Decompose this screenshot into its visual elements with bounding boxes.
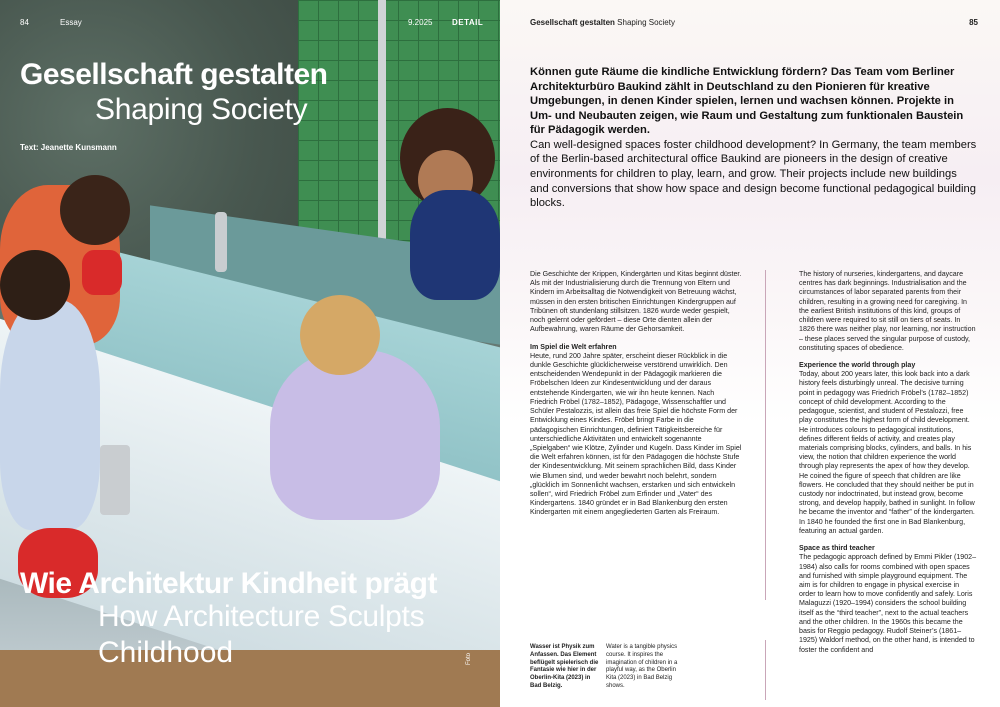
page-title-en: Shaping Society — [95, 93, 308, 126]
byline: Text: Jeanette Kunsmann — [20, 143, 117, 152]
column-divider — [765, 270, 766, 600]
paragraph: The pedagogic approach defined by Emmi Pikler (1902–1984) also calls for rooms combined with open spaces and furnished with simple playground equipment. The aim is for children to engage in physical exercise in order to learn how to move confidently and safely. Loris Malaguzzi (1920–1994) considers the school building itself as the “third teacher”, next to the actual teachers and the other children. In the 1960s this became the basis for Reggio pedagogy. Rudolf Steiner’s (1861–1925) Waldorf method, on the other hand, is intended to foster the confident and — [799, 553, 977, 654]
lead-en: Can well-designed spaces foster childhood development? In Germany, the team members of the Berlin-based architectural office Baukind are pioneers in the design of creative environments for children to play, learn, and grow. Their projects include new buildings and conversions that show how space and design become functional pedagogical building blocks. — [530, 138, 977, 210]
subheading: Experience the world through play — [799, 360, 916, 369]
running-header-de: Gesellschaft gestalten — [530, 18, 615, 27]
article-page — [500, 0, 1000, 707]
running-header — [530, 18, 675, 27]
page-number: 85 — [969, 18, 978, 27]
section-label: Essay — [60, 18, 82, 27]
subtitle-de: Wie Architektur Kindheit prägt — [20, 567, 437, 600]
body-column-de — [530, 270, 742, 518]
issue-label: 9.2025 — [408, 18, 433, 27]
child-head — [0, 250, 70, 320]
photo-credit: Foto — [466, 652, 472, 665]
paragraph: Heute, rund 200 Jahre später, erscheint dieser Rückblick in die dunkle Geschichte glücklicherweise verstörend unwirklich. Den entscheidenden Wendepunkt in der Pädagogik markieren die Fröbelschen Ideen zur Kindesentwicklung und der daraus entstehende Kindergarten, wie wir ihn heute kennen. Nach Friedrich Fröbel (1782–1852), Pädagoge, Wissenschaftler und Schüler Pestalozzis, ist allein das freie Spiel die höchste Form der Entwicklung eines Kindes. Fröbel bringt Farbe in die pädagogischen Einrichtungen, definiert Tätigkeitsbereiche für unterschiedliche Aktivitäten und entwickelt sogenannte „Spielgaben“ wie Klötze, Zylinder und Kugeln. Dass Kinder im Spiel die Welt erfahren können, ist für den Pädagogen die höchste Stufe der Kindesentwicklung. Mit seinem sprachlichen Bild, dass Kinder wie Blumen sind, und weder bewahrt noch belehrt, sondern „glücklich im Sonnenlicht wachsen, erstarken und sich entwickeln sollen“, wird Friedrich Fröbel zum Erfinder und „Vater“ des Kindergartens. 1840 gründet er in Bad Blankenburg den ersten Kindergarten mit einem angegliederten Garten als Freiraum. — [530, 351, 742, 517]
child-blue-shirt — [0, 300, 100, 530]
running-header-en: Shaping Society — [617, 18, 675, 27]
photo-caption-de: Wasser ist Physik zum Anfassen. Das Element beflügelt spielerisch die Fantasie wie hier in der Oberlin-Kita (2023) in Bad Belzig. — [530, 644, 599, 689]
child-head — [300, 295, 380, 375]
subtitle-en-line2: Childhood — [98, 636, 234, 669]
child-head — [60, 175, 130, 245]
page-number: 84 — [20, 18, 29, 27]
page-title-de: Gesellschaft gestalten — [20, 58, 328, 91]
photo-caption-en: Water is a tangible physics course. It inspires the imagination of children in a playful way, as the Oberlin Kita (2023) in Bad Belzig shows. — [606, 644, 678, 689]
column-divider — [765, 640, 766, 700]
faucet — [100, 445, 130, 515]
faucet — [215, 212, 227, 272]
subheading: Im Spiel die Welt erfahren — [530, 342, 617, 351]
body-column-en — [799, 270, 977, 655]
red-watering-can — [82, 250, 122, 295]
child-lilac-sweater — [270, 350, 440, 520]
paragraph: Die Geschichte der Krippen, Kindergärten und Kitas beginnt düster. Als mit der Industrialisierung durch die Trennung von Eltern und Kindern im Arbeitsalltag die Notwendigkeit von Betreuung wächst, müssen in den ersten britischen Einrichtungen Kindergruppen auf Tribünen oft stundenlang stillsitzen. 1826 wurde weder gespielt, noch gelernt oder gefördert – diese Orte dienten allein der Aufbewahrung, waren Räume der Gehorsamkeit. — [530, 270, 742, 334]
child-navy-dress — [410, 190, 500, 300]
brand-logo: DETAIL — [452, 18, 484, 27]
lead-paragraph — [530, 65, 978, 211]
paragraph: The history of nurseries, kindergartens, and daycare centres has dark beginnings. Industrialisation and the circumstances of labor separated parents from their children, resulting in a growing need for caregiving. In the earliest British institutions of this kind, groups of children were required to sit still on tiers of seats. In 1826 there was neither play, nor learning, nor instruction – these places served the singular purpose of custody, constituting spaces of obedience. — [799, 270, 976, 352]
lead-de: Können gute Räume die kindliche Entwicklung fördern? Das Team vom Berliner Architekturbüro Baukind zählt in Deutschland zu den Pionieren für kreative Umgebungen, in denen Kinder spielen, lernen und wachsen können. Projekte in Um- und Neubauten zeigen, wie Raum und Gestaltung zum funktionalen Baustein für Pädagogik werden. — [530, 66, 964, 137]
subtitle-en-line1: How Architecture Sculpts — [98, 600, 425, 633]
shower-pipe — [378, 0, 386, 260]
paragraph: Today, about 200 years later, this look back into a dark history feels disturbingly unreal. The decisive turning point in pedagogy was Friedrich Fröbel’s (1782–1852) concept of child development. According to the pedagogue, scientist, and student of Pestalozzi, free play constitutes the highest form of child development. He introduces colours to pedagogical institutions, defines different fields of activity, and creates play materials comprising blocks, cylinders, and balls. In his view, the notion that children experience the world through play represents the apex of how they develop. He coined the figure of speech that children are like flowers. He concluded that they should neither be put in custody nor indoctrinated, but instead grow, become strong, and develop happily, bathed in sunlight. In follow he became the inventor and “father” of the kindergarten. In 1840 he founded the first one in Bad Blankenburg, featuring an actual garden. — [799, 370, 975, 535]
wooden-floor — [0, 650, 500, 707]
subheading: Space as third teacher — [799, 544, 875, 553]
